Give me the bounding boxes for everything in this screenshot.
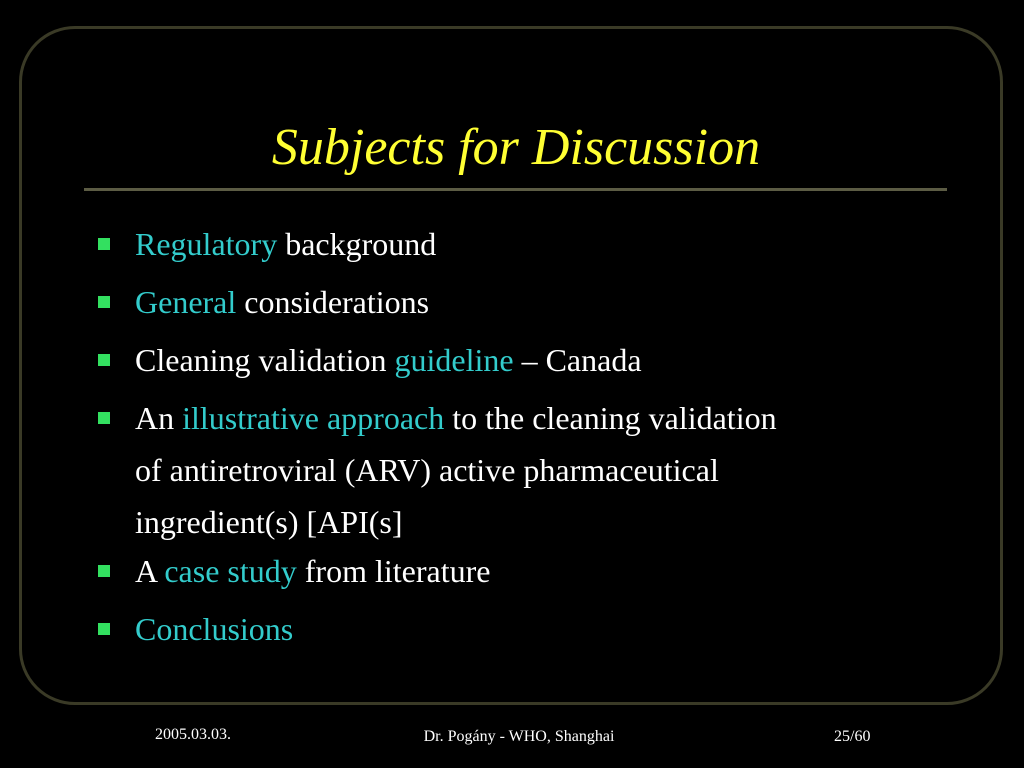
- slide-title: Subjects for Discussion: [271, 119, 761, 176]
- footer-date: 2005.03.03.: [155, 726, 231, 743]
- plain-text: of antiretroviral (ARV) active pharmaceutical: [135, 452, 719, 488]
- footer-page-number: 25/60: [834, 728, 871, 745]
- highlight-text: guideline: [394, 342, 514, 378]
- plain-text: Cleaning validation: [135, 342, 395, 378]
- bullet-line: [135, 444, 777, 496]
- plain-text: – Canada: [513, 342, 642, 378]
- bullet-marker-icon: [98, 412, 110, 424]
- bullet-text: [135, 276, 429, 328]
- bullet-text: [135, 545, 490, 597]
- bullet-text: [135, 218, 436, 270]
- bullet-marker-icon: [98, 238, 110, 250]
- bullet-marker-icon: [98, 623, 110, 635]
- plain-text: considerations: [236, 284, 430, 320]
- highlight-text: Conclusions: [135, 611, 294, 647]
- bullet-text: [135, 603, 293, 655]
- plain-text: to the cleaning validation: [444, 400, 777, 436]
- footer-presenter: Dr. Pogány - WHO, Shanghai: [423, 728, 615, 745]
- highlight-text: General: [135, 284, 237, 320]
- highlight-text: illustrative approach: [182, 400, 445, 436]
- highlight-text: Regulatory: [135, 226, 278, 262]
- plain-text: background: [277, 226, 437, 262]
- bullet-line: [135, 392, 777, 444]
- plain-text: ingredient(s) [API(s]: [135, 504, 403, 540]
- bullet-text: [135, 334, 642, 386]
- plain-text: from literature: [296, 553, 491, 589]
- highlight-text: case study: [164, 553, 297, 589]
- plain-text: A: [135, 553, 165, 589]
- bullet-marker-icon: [98, 296, 110, 308]
- bullet-marker-icon: [98, 354, 110, 366]
- plain-text: An: [135, 400, 183, 436]
- bullet-line: [135, 496, 777, 548]
- bullet-marker-icon: [98, 565, 110, 577]
- bullet-text: [135, 392, 777, 548]
